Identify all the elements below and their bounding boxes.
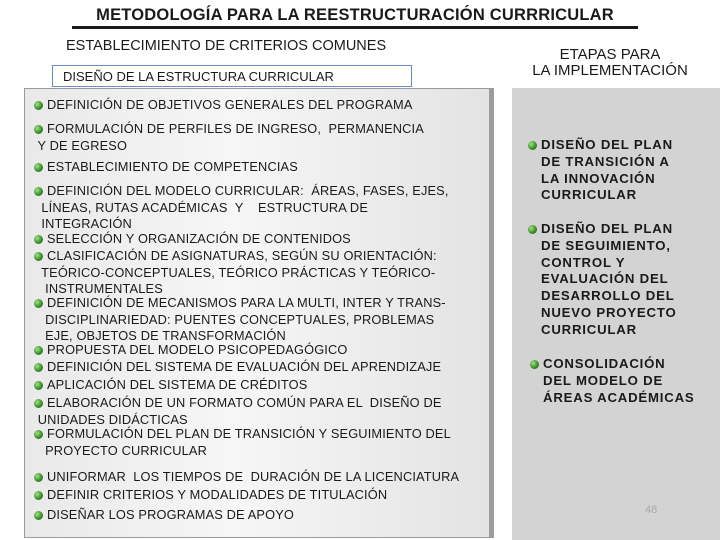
methodology-item-text: DEFINICIÓN DE MECANISMOS PARA LA MULTI, INTER Y TRANS- [47,295,446,310]
methodology-item [34,469,459,486]
methodology-item [34,395,442,428]
implementation-stage [528,137,673,204]
methodology-item [34,359,441,376]
methodology-item-text: DEFINICIÓN DEL MODELO CURRICULAR: ÁREAS, FASES, EJES, [47,183,449,198]
implementation-stage-text: CONSOLIDACIÓN [543,356,666,371]
implementation-stage-text: EVALUACIÓN DEL [541,271,669,287]
methodology-item [34,377,307,394]
methodology-item-text: DEFINIR CRITERIOS Y MODALIDADES DE TITULACIÓN [47,487,388,502]
green-bullet-icon [34,473,43,482]
methodology-item-text: DISEÑAR LOS PROGRAMAS DE APOYO [47,507,294,522]
green-bullet-icon [34,511,43,520]
green-bullet-icon [34,252,43,261]
stages-heading-line: LA IMPLEMENTACIÓN [532,62,688,79]
methodology-item [34,183,449,233]
green-bullet-icon [34,299,43,308]
implementation-stage-text: LA INNOVACIÓN [541,170,656,186]
green-bullet-icon [34,491,43,500]
stages-heading [510,47,710,79]
implementation-stage-text: ÁREAS ACADÉMICAS [543,389,695,405]
green-bullet-icon [34,346,43,355]
green-bullet-icon [34,163,43,172]
methodology-item-text: SELECCIÓN Y ORGANIZACIÓN DE CONTENIDOS [47,231,351,246]
methodology-item [34,97,413,114]
methodology-item-text: ELABORACIÓN DE UN FORMATO COMÚN PARA EL DISEÑO DE [47,395,442,410]
implementation-stage-text: CURRICULAR [541,321,637,337]
stages-heading-line: ETAPAS PARA [559,46,661,63]
methodology-item-text: DEFINICIÓN DE OBJETIVOS GENERALES DEL PROGRAMA [47,97,413,112]
implementation-stage-text: CONTROL Y [541,254,626,270]
methodology-item-text: INTEGRACIÓN [34,216,132,232]
methodology-item-text: DEFINICIÓN DEL SISTEMA DE EVALUACIÓN DEL APRENDIZAJE [47,359,442,374]
methodology-item [34,121,424,154]
implementation-stage-text: DISEÑO DEL PLAN [541,221,673,236]
criteria-heading: ESTABLECIMIENTO DE CRITERIOS COMUNES [66,38,387,54]
methodology-item-text: PROPUESTA DEL MODELO PSICOPEDAGÓGICO [47,342,348,357]
green-bullet-icon [528,225,537,234]
methodology-item-text: LÍNEAS, RUTAS ACADÉMICAS Y ESTRUCTURA DE [34,199,369,215]
green-bullet-icon [34,430,43,439]
methodology-item-text: PROYECTO CURRICULAR [34,442,208,458]
green-bullet-icon [34,235,43,244]
methodology-item-text: TEÓRICO-CONCEPTUALES, TEÓRICO PRÁCTICAS Y TEÓRICO- [34,264,436,280]
methodology-item [34,231,351,248]
methodology-item-text: CLASIFICACIÓN DE ASIGNATURAS, SEGÚN SU ORIENTACIÓN: [47,248,437,263]
methodology-item-text: INSTRUMENTALES [34,281,163,297]
implementation-stage-text: DESARROLLO DEL [541,288,675,304]
page-number: 48 [645,504,658,516]
implementation-stage-text: DE SEGUIMIENTO, [541,237,671,253]
methodology-item [34,342,348,359]
methodology-item [34,248,437,298]
curricular-design-box: DISEÑO DE LA ESTRUCTURA CURRICULAR [52,65,412,87]
methodology-item-text: EJE, OBJETOS DE TRANSFORMACIÓN [34,328,286,344]
methodology-item [34,507,294,524]
methodology-item-text: DISCIPLINARIEDAD: PUENTES CONCEPTUALES, PROBLEMAS [34,311,435,327]
implementation-stage [528,221,677,339]
implementation-stage-text: DISEÑO DEL PLAN [541,137,673,152]
green-bullet-icon [34,381,43,390]
green-bullet-icon [34,399,43,408]
green-bullet-icon [34,101,43,110]
implementation-stage-text: DE TRANSICIÓN A [541,153,670,169]
methodology-item-text: Y DE EGRESO [34,137,128,153]
methodology-item [34,159,298,176]
green-bullet-icon [530,360,539,369]
implementation-stage [530,356,695,406]
green-bullet-icon [34,125,43,134]
implementation-stage-text: CURRICULAR [541,187,637,203]
methodology-item-text: APLICACIÓN DEL SISTEMA DE CRÉDITOS [47,377,308,392]
green-bullet-icon [528,141,537,150]
methodology-item-text: UNIFORMAR LOS TIEMPOS DE DURACIÓN DE LA LICENCIATURA [47,469,460,484]
green-bullet-icon [34,187,43,196]
methodology-item-text: ESTABLECIMIENTO DE COMPETENCIAS [47,159,298,174]
methodology-item-text: FORMULACIÓN DE PERFILES DE INGRESO, PERMANENCIA [47,121,424,136]
green-bullet-icon [34,363,43,372]
methodology-item [34,295,446,345]
methodology-item [34,426,451,459]
slide-title: METODOLOGÍA PARA LA REESTRUCTURACIÓN CURRRICULAR [72,4,638,29]
methodology-item-text: UNIDADES DIDÁCTICAS [34,411,188,427]
methodology-item-text: FORMULACIÓN DEL PLAN DE TRANSICIÓN Y SEGUIMIENTO DEL [47,426,451,441]
methodology-item [34,487,387,504]
implementation-stage-text: NUEVO PROYECTO [541,304,677,320]
implementation-stage-text: DEL MODELO DE [543,372,664,388]
